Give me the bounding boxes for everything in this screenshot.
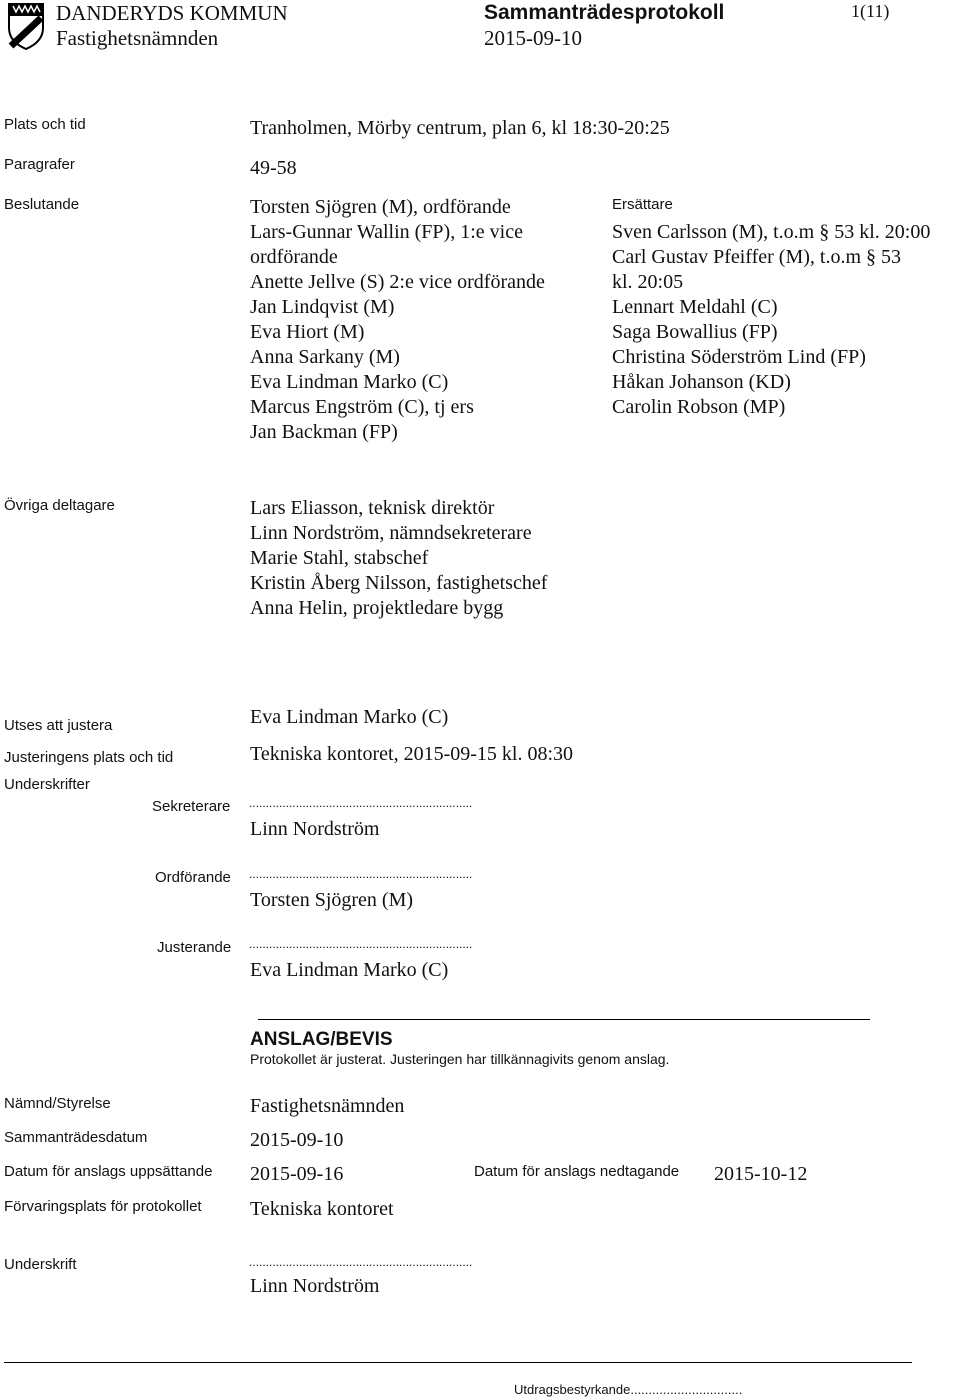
chair-name: Torsten Sjögren (M)	[250, 889, 414, 911]
secretary-name: Linn Nordström	[250, 818, 380, 840]
list-item: Sven Carlsson (M), t.o.m § 53 kl. 20:00	[612, 221, 931, 243]
others-list	[250, 496, 547, 621]
meeting-date-label: Sammanträdesdatum	[4, 1129, 148, 1146]
list-item: Lennart Meldahl (C)	[612, 296, 778, 318]
list-item: Carolin Robson (MP)	[612, 396, 786, 418]
paragraphs-label: Paragrafer	[4, 156, 75, 173]
paragraphs-value: 49-58	[250, 157, 297, 179]
appointed-label: Utses att justera	[4, 717, 113, 734]
board-label: Nämnd/Styrelse	[4, 1095, 111, 1112]
substitutes-label: Ersättare	[612, 196, 673, 213]
notice-subtitle: Protokollet är justerat. Justeringen har tillkännagivits genom anslag.	[250, 1051, 670, 1067]
adjust-place-label: Justeringens plats och tid	[4, 749, 174, 766]
adjuster-signature-line: ...................................................................	[249, 937, 473, 951]
storage-value: Tekniska kontoret	[250, 1198, 394, 1220]
dept-name: Fastighetsnämnden	[56, 26, 219, 50]
meeting-date-value: 2015-09-10	[250, 1129, 344, 1151]
list-item: Eva Lindman Marko (C)	[250, 371, 449, 393]
secretary-signature-line: ...................................................................	[249, 796, 473, 810]
notice-signature-line: ...................................................................	[249, 1255, 473, 1269]
extract-label: Utdragsbestyrkande	[514, 1382, 631, 1397]
substitutes-list	[612, 220, 930, 420]
page-number: 1(11)	[851, 1, 890, 21]
list-item: kl. 20:05	[612, 271, 684, 293]
list-item: Anna Helin, projektledare bygg	[250, 597, 504, 619]
adjust-place-value: Tekniska kontoret, 2015-09-15 kl. 08:30	[250, 743, 573, 765]
extract-signature-line: ...............................	[630, 1382, 743, 1397]
chair-signature-line: ...................................................................	[249, 867, 473, 881]
list-item: Torsten Sjögren (M), ordförande	[250, 196, 511, 218]
footer-divider	[4, 1362, 912, 1363]
posted-date-value: 2015-09-16	[250, 1163, 344, 1185]
list-item: Kristin Åberg Nilsson, fastighetschef	[250, 572, 548, 594]
board-value: Fastighetsnämnden	[250, 1095, 405, 1117]
chair-label: Ordförande	[155, 869, 231, 886]
notice-title: ANSLAG/BEVIS	[250, 1029, 393, 1050]
section-divider	[258, 1019, 870, 1020]
list-item: Marcus Engström (C), tj ers	[250, 396, 474, 418]
list-item: Anna Sarkany (M)	[250, 346, 400, 368]
place-label: Plats och tid	[4, 116, 86, 133]
signature-label: Underskrift	[4, 1256, 77, 1273]
removed-date-label: Datum för anslags nedtagande	[474, 1163, 680, 1180]
list-item: Linn Nordström, nämndsekreterare	[250, 522, 532, 544]
doc-title: Sammanträdesprotokoll	[484, 1, 725, 24]
list-item: Lars Eliasson, teknisk direktör	[250, 497, 495, 519]
notice-signature-name: Linn Nordström	[250, 1275, 380, 1297]
deciding-list	[250, 195, 545, 445]
posted-date-label: Datum för anslags uppsättande	[4, 1163, 213, 1180]
org-name: DANDERYDS KOMMUN	[56, 1, 288, 25]
list-item: Jan Backman (FP)	[250, 421, 398, 443]
removed-date-value: 2015-10-12	[714, 1163, 808, 1185]
storage-label: Förvaringsplats för protokollet	[4, 1198, 202, 1215]
deciding-label: Beslutande	[4, 196, 80, 213]
list-item: Håkan Johanson (KD)	[612, 371, 791, 393]
list-item: Lars-Gunnar Wallin (FP), 1:e vice	[250, 221, 523, 243]
list-item: ordförande	[250, 246, 338, 268]
place-value: Tranholmen, Mörby centrum, plan 6, kl 18:30-20:25	[250, 117, 670, 139]
secretary-label: Sekreterare	[152, 798, 231, 815]
municipality-crest-logo	[7, 2, 45, 50]
list-item: Saga Bowallius (FP)	[612, 321, 778, 343]
list-item: Christina Söderström Lind (FP)	[612, 346, 866, 368]
list-item: Carl Gustav Pfeiffer (M), t.o.m § 53	[612, 246, 902, 268]
adjuster-name: Eva Lindman Marko (C)	[250, 959, 449, 981]
adjuster-label: Justerande	[157, 939, 232, 956]
others-label: Övriga deltagare	[4, 497, 115, 514]
signatures-label: Underskrifter	[4, 776, 90, 793]
list-item: Marie Stahl, stabschef	[250, 547, 429, 569]
list-item: Anette Jellve (S) 2:e vice ordförande	[250, 271, 545, 293]
list-item: Jan Lindqvist (M)	[250, 296, 395, 318]
appointed-value: Eva Lindman Marko (C)	[250, 706, 449, 728]
doc-date: 2015-09-10	[484, 26, 582, 50]
list-item: Eva Hiort (M)	[250, 321, 365, 343]
extract-certification	[514, 1382, 742, 1397]
